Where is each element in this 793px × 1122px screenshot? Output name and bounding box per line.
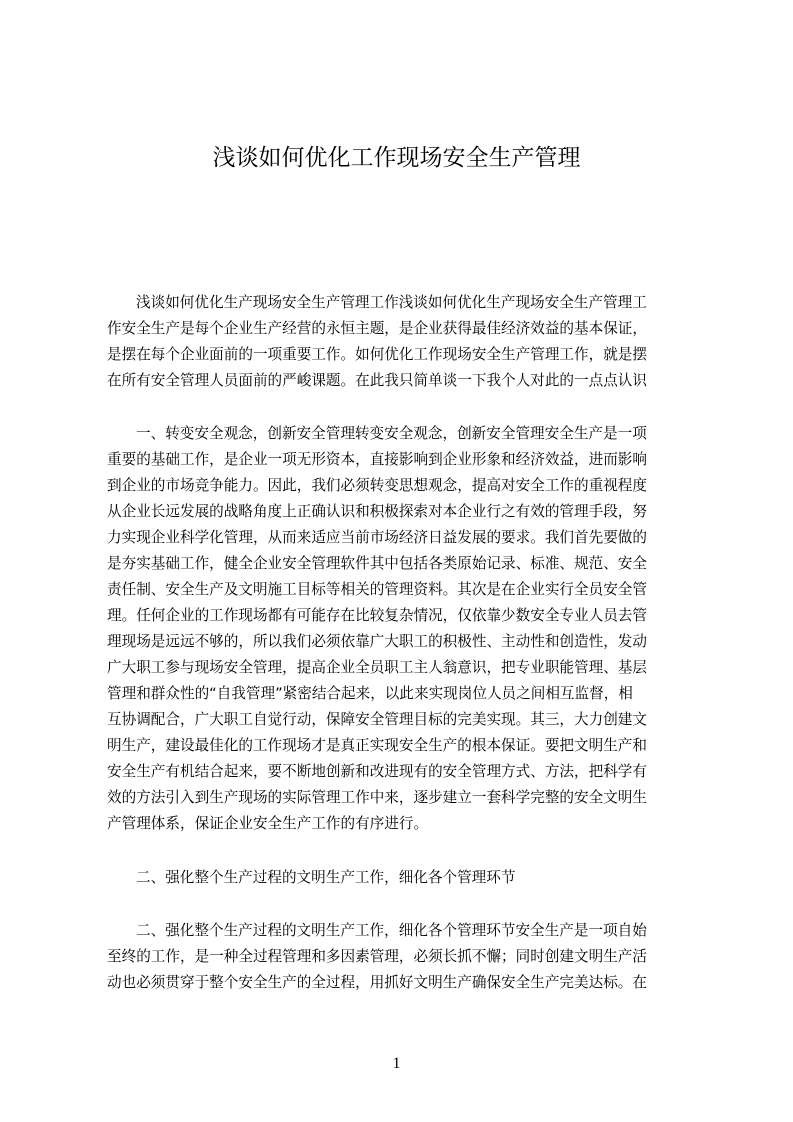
paragraph-line: 是摆在每个企业面前的一项重要工作。如何优化工作现场安全生产管理工作，就是摆 — [107, 346, 647, 363]
paragraph-line: 至终的工作，是一种全过程管理和多因素管理，必须长抓不懈；同时创建文明生产活 — [107, 948, 647, 965]
paragraph-line: 产管理体系，保证企业安全生产工作的有序进行。 — [107, 815, 429, 832]
paragraph-line: 明生产，建设最佳化的工作现场才是真正实现安全生产的根本保证。要把文明生产和 — [107, 737, 647, 754]
paragraph-line: 安全生产有机结合起来，要不断地创新和改进现有的安全管理方式、方法，把科学有 — [107, 763, 647, 780]
paragraph-line: 责任制、安全生产及文明施工目标等相关的管理资料。其次是在企业实行全员安全管 — [107, 581, 647, 598]
page-number: 1 — [392, 1055, 401, 1072]
paragraph-line: 从企业长远发展的战略角度上正确认识和积极探索对本企业行之有效的管理手段，努 — [107, 503, 647, 520]
paragraph-line: 重要的基础工作，是企业一项无形资本，直接影响到企业形象和经济效益，进而影响 — [107, 451, 647, 468]
paragraph-line: 动也必须贯穿于整个安全生产的全过程，用抓好文明生产确保安全生产完美达标。在 — [107, 974, 647, 991]
paragraph-line: 效的方法引入到生产现场的实际管理工作中来，逐步建立一套科学完整的安全文明生 — [107, 789, 647, 806]
paragraph-line: 一、转变安全观念，创新安全管理转变安全观念，创新安全管理安全生产是一项 — [136, 425, 647, 442]
paragraph-line: 互协调配合，广大职工自觉行动，保障安全管理目标的完美实现。其三，大力创建文 — [107, 711, 647, 728]
paragraph-line: 作安全生产是每个企业生产经营的永恒主题，是企业获得最佳经济效益的基本保证， — [107, 320, 647, 337]
paragraph-line: 广大职工参与现场安全管理，提高企业全员职工主人翁意识，把专业职能管理、基层 — [107, 659, 647, 676]
paragraph-line: 二、强化整个生产过程的文明生产工作，细化各个管理环节安全生产是一项自始 — [136, 922, 647, 939]
paragraph-line: 浅谈如何优化生产现场安全生产管理工作浅谈如何优化生产现场安全生产管理工 — [136, 294, 647, 311]
paragraph-line: 是夯实基础工作，健全企业安全管理软件其中包括各类原始记录、标准、规范、安全 — [107, 555, 647, 572]
paragraph-line: 到企业的市场竞争能力。因此，我们必须转变思想观念，提高对安全工作的重视程度 — [107, 477, 647, 494]
paragraph-line: 理现场是远远不够的，所以我们必须依靠广大职工的积极性、主动性和创造性，发动 — [107, 633, 647, 650]
section-2-heading: 二、强化整个生产过程的文明生产工作，细化各个管理环节 — [136, 869, 516, 886]
document-title: 浅谈如何优化工作现场安全生产管理 — [212, 145, 581, 171]
paragraph-line: 管理和群众性的“自我管理”紧密结合起来，以此来实现岗位人员之间相互监督，相 — [107, 685, 633, 702]
paragraph-line: 力实现企业科学化管理，从而来适应当前市场经济日益发展的要求。我们首先要做的 — [107, 529, 647, 546]
paragraph-line: 理。任何企业的工作现场都有可能存在比较复杂情况，仅依靠少数安全专业人员去管 — [107, 607, 647, 624]
paragraph-line: 在所有安全管理人员面前的严峻课题。在此我只简单谈一下我个人对此的一点点认识 — [107, 372, 647, 389]
